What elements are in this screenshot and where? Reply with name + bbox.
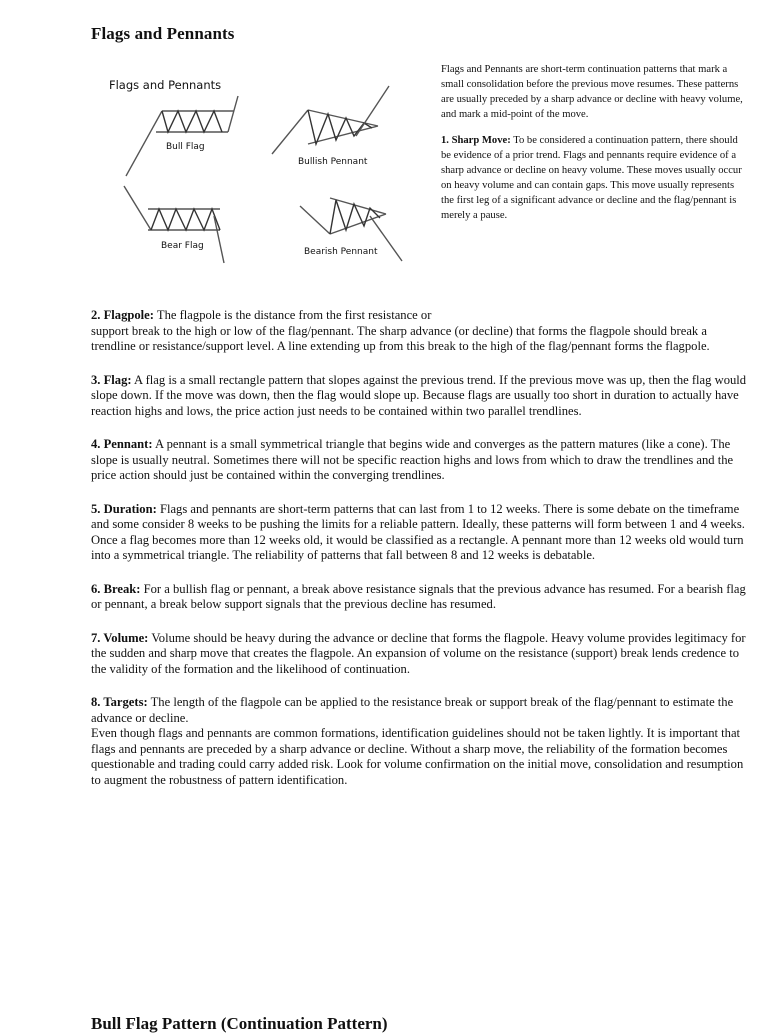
bearish-pennant-label: Bearish Pennant	[304, 247, 378, 257]
section-text: Volume should be heavy during the advance or decline that forms the flagpole. Heavy volume provides legitimacy for the sudden and sharp move that creates the flagpole. An expansion of volume on the resistance (support) break lends credence to the validity of the formation and the likelihood of continuation.	[91, 630, 746, 676]
diagram-heading: Flags and Pennants	[109, 78, 222, 92]
bullish-pennant-figure	[272, 86, 389, 154]
section-text: A pennant is a small symmetrical triangle that begins wide and converges as the pattern matures (like a cone). The slope is usually neutral. Sometimes there will not be specific reaction highs and lows from which to draw the trendlines and the price action should just be contained within the converging trendlines.	[91, 437, 734, 482]
bear-flag-label: Bear Flag	[161, 241, 204, 251]
section-heading: 2. Flagpole:	[91, 308, 154, 322]
section-volume	[91, 631, 753, 678]
section-heading: 6. Break:	[91, 581, 141, 596]
section-text: The length of the flagpole can be applied to the resistance break or support break of the flag/pennant to estimate the advance or decline.	[91, 695, 734, 725]
section-flag	[91, 373, 753, 420]
bear-flag-figure	[124, 186, 224, 263]
section-targets	[91, 695, 753, 726]
intro-column	[441, 62, 747, 234]
section-text: To be considered a continuation pattern, there should be evidence of a prior trend. Flags and pennants require evidence of a sharp advance or decline on heavy volume. These moves usually occur on heavy volume and can contain gaps. This move usually represents the first leg of a significant advance or decline and the flag/pennant is merely a pause.	[441, 135, 742, 221]
next-section-heading: Bull Flag Pattern (Continuation Pattern)	[91, 1014, 388, 1033]
section-heading: 4. Pennant:	[91, 437, 153, 451]
body-text	[91, 308, 753, 806]
bullish-pennant-label: Bullish Pennant	[298, 157, 368, 167]
section-text-continued: support break to the high or low of the flag/pennant. The sharp advance (or decline) that forms the flagpole should break a trendline or resistance/support level. A line extending up from this break to the high of the flag/pennant forms the flagpole.	[91, 323, 710, 353]
bull-flag-label: Bull Flag	[166, 142, 205, 152]
section-flagpole	[91, 308, 753, 355]
section-duration	[91, 502, 753, 564]
section-heading: 8. Targets:	[91, 695, 148, 709]
section-sharp-move	[441, 133, 747, 223]
intro-paragraph: Flags and Pennants are short-term continuation patterns that mark a small consolidation before the previous move resumes. These patterns are usually preceded by a sharp advance or decline with heavy volume, and mark a mid-point of the move.	[441, 64, 743, 120]
section-break	[91, 582, 753, 613]
section-text: The flagpole is the distance from the first resistance or	[156, 308, 432, 322]
section-text: For a bullish flag or pennant, a break above resistance signals that the previous advance has resumed. For a bearish flag or pennant, a break below support signals that the previous decline has resumed.	[91, 581, 746, 611]
section-heading: 5. Duration:	[91, 501, 157, 516]
bull-flag-figure	[126, 96, 238, 176]
section-text: A flag is a small rectangle pattern that slopes against the previous trend. If the previous move was up, then the flag would slope down. If the move was down, then the flag would slope up. Because flags are usually too short in duration to actually have reaction highs and lows, the price action just needs to be contained within two parallel trendlines.	[91, 372, 747, 418]
section-heading: 1. Sharp Move:	[441, 135, 511, 146]
section-heading: 7. Volume:	[91, 630, 149, 645]
page-title: Flags and Pennants	[91, 24, 235, 43]
closing-paragraph: Even though flags and pennants are common formations, identification guidelines should not be taken lightly. It is important that flags and pennants are preceded by a sharp advance or decline. Without a sharp move, the reliability of the formation becomes questionable and trading could carry added risk. Look for volume confirmation on the initial move, consolidation and resumption to augment the robustness of pattern identification.	[91, 726, 744, 787]
flags-pennants-diagram	[96, 66, 436, 266]
section-text: Flags and pennants are short-term patterns that can last from 1 to 12 weeks. There is some debate on the timeframe and some consider 8 weeks to be pushing the limits for a reliable pattern. Ideally, these patterns will form between 1 and 4 weeks. Once a flag becomes more than 12 weeks old, it would be classified as a rectangle. A pennant more than 12 weeks old would turn into a symmetrical triangle. The reliability of patterns that fall between 8 and 12 weeks is debatable.	[91, 501, 745, 562]
section-pennant	[91, 437, 753, 484]
section-heading: 3. Flag:	[91, 372, 132, 387]
